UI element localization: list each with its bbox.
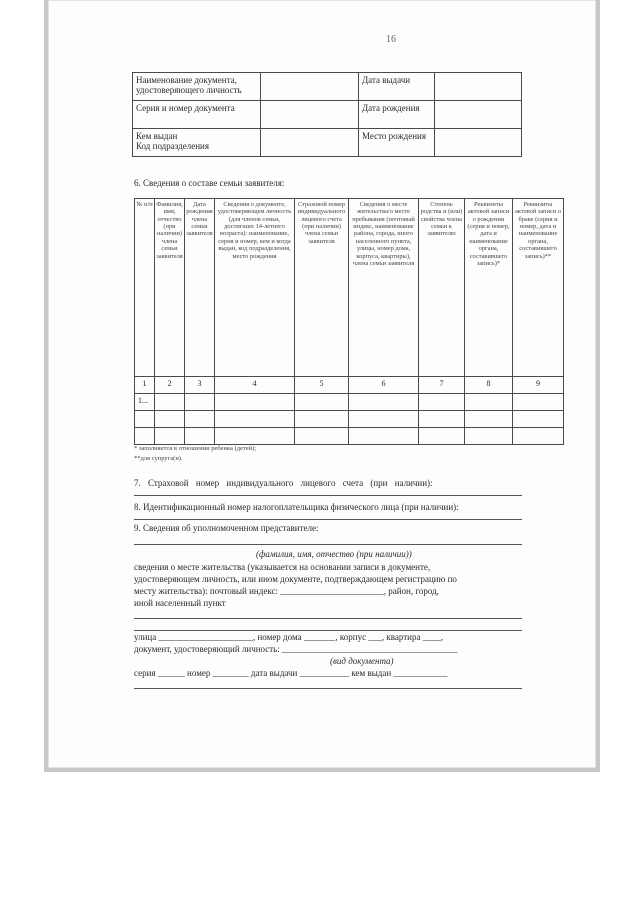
table-row (135, 394, 564, 411)
row-marker: 1... (135, 394, 155, 411)
column-number: 3 (185, 377, 215, 394)
column-header: № п/п (135, 199, 155, 377)
column-number: 2 (155, 377, 185, 394)
table-cell (419, 394, 465, 411)
table-cell (419, 411, 465, 428)
section-6-title: 6. Сведения о составе семьи заявителя: (134, 178, 285, 188)
table-cell-value (261, 129, 359, 157)
footnote-child: * заполняется в отношении ребенка (детей); (134, 445, 257, 452)
table-row (133, 129, 522, 157)
table-row (133, 101, 522, 129)
section-9-title: 9. Сведения об уполномоченном представителе: (134, 523, 319, 533)
document-line: документ, удостоверяющий личность: _______________________________________ (134, 644, 458, 654)
underline (134, 495, 522, 496)
section-7-title: 7. Страховой номер индивидуального лицевого счета (при наличии): (134, 478, 433, 488)
page-number: 16 (386, 34, 396, 45)
column-header: Сведения о месте жительства/о месте пребывания (почтовый индекс, наименование района, города, иного населенного пункта, улицы, номер дома, корпуса, квартиры), члена семьи заявителя (349, 199, 419, 377)
table-cell (185, 428, 215, 445)
table-cell (135, 428, 155, 445)
table-cell (185, 394, 215, 411)
column-number: 6 (349, 377, 419, 394)
identity-document-table (132, 72, 522, 157)
table-cell-value (261, 73, 359, 101)
footnote-spouse: **для супруга(и). (134, 455, 183, 462)
table-row (135, 428, 564, 445)
table-cell-label: Наименование документа, удостоверяющего личность (133, 73, 261, 101)
table-cell-label: Серия и номер документа (133, 101, 261, 129)
table-cell (465, 428, 513, 445)
residence-line-2: удостоверяющем личность, или ином документе, подтверждающем регистрацию по (134, 574, 457, 584)
table-cell (135, 411, 155, 428)
table-cell (185, 411, 215, 428)
family-members-table (134, 198, 564, 445)
table-cell-value (261, 101, 359, 129)
table-cell (513, 428, 564, 445)
underline (134, 630, 522, 631)
table-cell-label: Дата выдачи (359, 73, 435, 101)
underline (134, 544, 522, 545)
table-cell (295, 394, 349, 411)
table-cell-label: Дата рождения (359, 101, 435, 129)
column-header: Страховой номер индивидуального лицевого счета (при наличии) члена семьи заявителя (295, 199, 349, 377)
table-cell (513, 394, 564, 411)
column-number: 9 (513, 377, 564, 394)
table-cell (155, 394, 185, 411)
series-line: серия ______ номер ________ дата выдачи ___________ кем выдан ____________ (134, 668, 448, 678)
table-cell (419, 428, 465, 445)
column-header: Степень родства и (или) свойства члена семьи к заявителю (419, 199, 465, 377)
table-cell-value (435, 73, 522, 101)
column-header: Реквизиты актовой записи о рождении (серия и номер, дата и наименование органа, составившего запись)* (465, 199, 513, 377)
table-header-row (135, 199, 564, 377)
table-cell-value (435, 101, 522, 129)
table-cell (349, 411, 419, 428)
table-cell-value (435, 129, 522, 157)
underline (134, 688, 522, 689)
table-cell (465, 394, 513, 411)
table-row (135, 411, 564, 428)
document-hint: (вид документа) (330, 656, 394, 666)
table-cell (513, 411, 564, 428)
underline (134, 519, 522, 520)
table-cell-label: Кем выдан Код подразделения (133, 129, 261, 157)
table-cell (215, 394, 295, 411)
table-cell (155, 411, 185, 428)
column-number: 8 (465, 377, 513, 394)
residence-line-4: иной населенный пункт (134, 598, 226, 608)
table-cell-label: Место рождения (359, 129, 435, 157)
column-header: Сведения о документе, удостоверяющем личность (для членов семьи, достигших 14-летнего возраста): наименование, серия и номер, кем и когда выдан, код подразделения, место рождения (215, 199, 295, 377)
table-cell (349, 394, 419, 411)
column-number: 5 (295, 377, 349, 394)
table-cell (155, 428, 185, 445)
table-cell (295, 428, 349, 445)
column-header: Фамилия, имя, отчество (при наличии) члена семьи заявителя (155, 199, 185, 377)
table-row (133, 73, 522, 101)
table-cell (349, 428, 419, 445)
table-cell (465, 411, 513, 428)
column-header: Реквизиты актовой записи о браке (серия и номер, дата и наименование органа, составившего запись)** (513, 199, 564, 377)
column-number: 7 (419, 377, 465, 394)
table-cell (215, 411, 295, 428)
street-line: улица _____________________, номер дома _______, корпус ___, квартира ____, (134, 632, 443, 642)
table-row-numbers (135, 377, 564, 394)
underline (134, 618, 522, 619)
column-header: Дата рождения члена семьи заявителя (185, 199, 215, 377)
section-8-title: 8. Идентификационный номер налогоплательщика физического лица (при наличии): (134, 502, 459, 512)
column-number: 4 (215, 377, 295, 394)
fio-hint: (фамилия, имя, отчество (при наличии)) (256, 549, 412, 559)
residence-line-1: сведения о месте жительства (указывается на основании записи в документе, (134, 562, 431, 572)
table-cell (215, 428, 295, 445)
column-number: 1 (135, 377, 155, 394)
residence-line-3: месту жительства): почтовый индекс: _______________________, район, город, (134, 586, 439, 596)
table-cell (295, 411, 349, 428)
